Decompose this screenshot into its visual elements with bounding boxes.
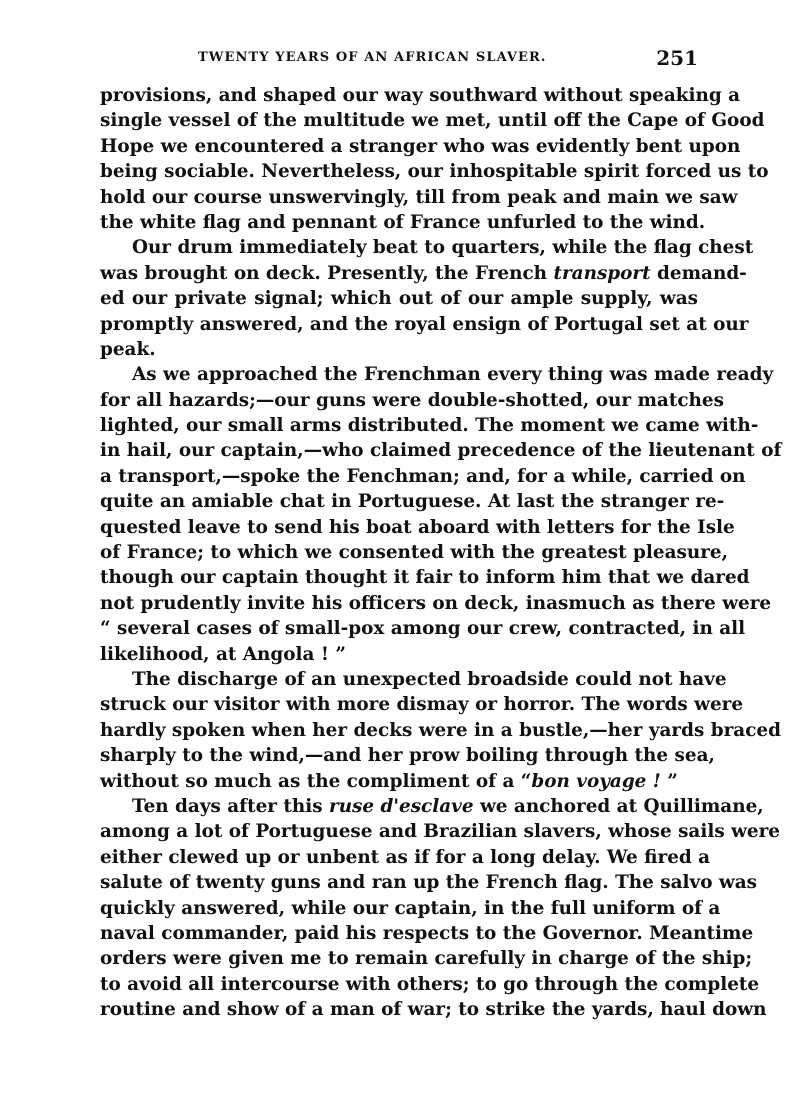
body-text <box>100 83 782 1022</box>
text-line: lighted, our small arms distributed. The moment we came with- <box>100 415 759 437</box>
page-number: 251 <box>656 46 698 70</box>
italic-word: transport <box>553 262 651 284</box>
text-line: quite an amiable chat in Portuguese. At last the stranger re- <box>100 491 725 513</box>
text-line <box>100 794 764 819</box>
text-line: provisions, and shaped our way southward without speaking a <box>100 85 741 106</box>
text-line: either clewed up or unbent as if for a long delay. We fired a <box>100 846 711 868</box>
line-segment: without so much as the compliment of a “ <box>100 770 532 792</box>
text-line: hold our course unswervingly, till from peak and main we saw <box>100 186 738 208</box>
text-line <box>100 769 698 794</box>
line-segment: Ten days after this <box>132 795 323 817</box>
text-line: routine and show of a man of war; to strike the yards, haul down <box>100 999 767 1021</box>
text-line: struck our visitor with more dismay or horror. The words were <box>100 694 744 716</box>
text-line: The discharge of an unexpected broadside could not have <box>132 668 727 690</box>
text-line: promptly answered, and the royal ensign of Portugal set at our <box>100 313 749 335</box>
running-head <box>100 46 700 72</box>
text-line: single vessel of the multitude we met, until off the Cape of Good <box>100 110 765 132</box>
text-line: the white flag and pennant of France unfurled to the wind. <box>100 211 706 233</box>
line-segment: demand- <box>657 262 747 284</box>
text-line: ed our private signal; which out of our ample supply, was <box>100 288 698 310</box>
text-line: to avoid all intercourse with others; to go through the complete <box>100 973 760 995</box>
text-line: Hope we encountered a stranger who was evidently bent upon <box>100 135 741 157</box>
text-line: of France; to which we consented with the greatest pleasure, <box>100 542 729 564</box>
text-line: likelihood, at Angola ! ” <box>100 643 346 665</box>
text-line: hardly spoken when her decks were in a bustle,—her yards braced <box>100 719 781 741</box>
text-line: Our drum immediately beat to quarters, while the flag chest <box>132 237 754 259</box>
text-line: in hail, our captain,—who claimed precedence of the lieutenant of <box>100 440 782 462</box>
text-line: for all hazards;—our guns were double-shotted, our matches <box>100 389 724 411</box>
text-line: not prudently invite his officers on deck, inasmuch as there were <box>100 592 772 614</box>
line-segment: we anchored at Quillimane, <box>473 795 764 817</box>
text-line: quested leave to send his boat aboard with letters for the Isle <box>100 516 735 538</box>
line-segment: was brought on deck. Presently, the French <box>100 262 548 284</box>
text-line: being sociable. Nevertheless, our inhospitable spirit forced us to <box>100 161 769 183</box>
text-line: among a lot of Portuguese and Brazilian slavers, whose sails were <box>100 821 780 843</box>
running-title: TWENTY YEARS OF AN AFRICAN SLAVER. <box>198 50 547 65</box>
text-line: a transport,—spoke the Fenchman; and, for a while, carried on <box>100 465 746 487</box>
italic-phrase: bon voyage ! <box>531 770 661 792</box>
text-line: sharply to the wind,—and her prow boiling through the sea, <box>100 745 715 767</box>
text-line: “ several cases of small-pox among our crew, contracted, in all <box>100 618 746 640</box>
text-line: orders were given me to remain carefully in charge of the ship; <box>100 948 753 970</box>
text-line: though our captain thought it fair to inform him that we dared <box>100 567 750 589</box>
text-line: peak. <box>100 338 156 360</box>
text-line: As we approached the Frenchman every thing was made ready <box>132 364 774 386</box>
text-line: naval commander, paid his respects to the Governor. Meantime <box>100 922 754 944</box>
text-line: quickly answered, while our captain, in the full uniform of a <box>100 897 721 919</box>
line-segment: ” <box>660 770 678 792</box>
italic-phrase: ruse d'esclave <box>329 795 474 817</box>
text-line <box>100 261 747 286</box>
text-line: salute of twenty guns and ran up the French flag. The salvo was <box>100 872 757 894</box>
